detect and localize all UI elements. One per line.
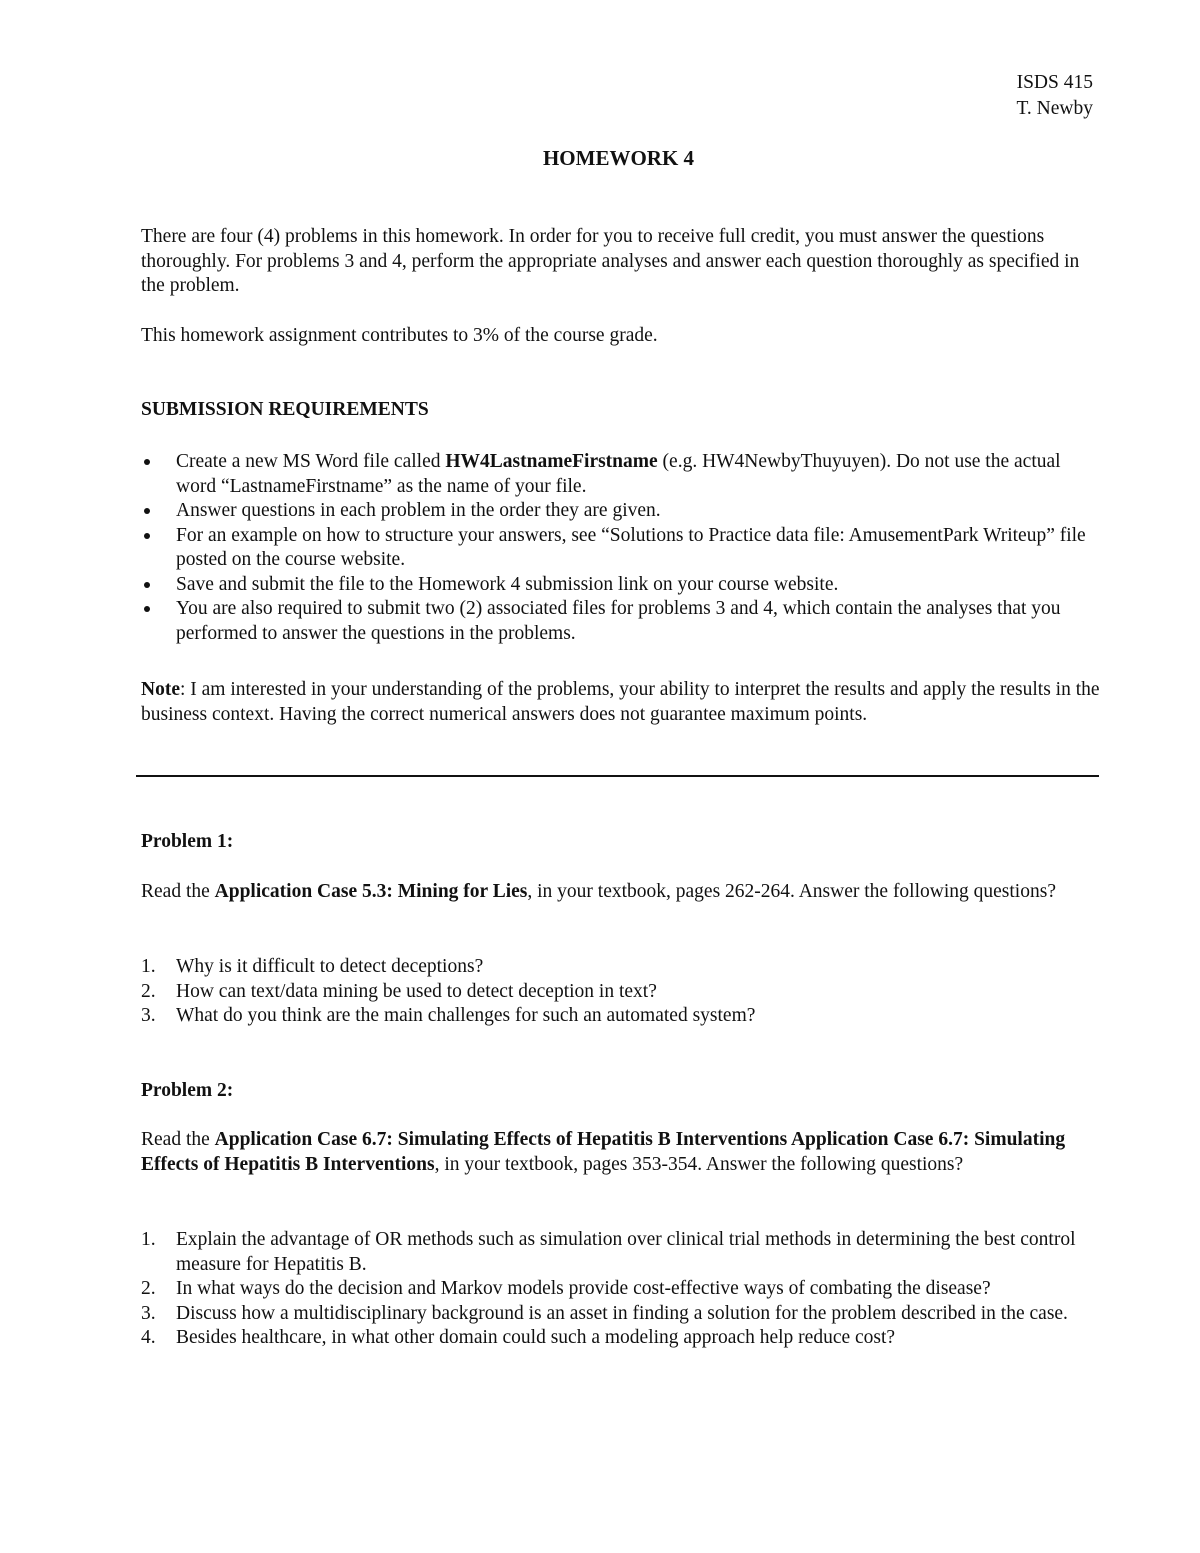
list-item: 2. How can text/data mining be used to detect deception in text? [141, 980, 657, 1002]
problem-2-questions [141, 1228, 1101, 1351]
list-item: You are also required to submit two (2) associated files for problems 3 and 4, which contain the analyses that you performed to answer the questions in the problems. [141, 597, 1101, 646]
note-paragraph: Note: I am interested in your understanding of the problems, your ability to interpret the results and apply the results in the business context. Having the correct numerical answers does not guarantee maximum points. [141, 679, 1100, 725]
problem-2-heading: Problem 2: [141, 1080, 234, 1101]
list-item: 4. Besides healthcare, in what other domain could such a modeling approach help reduce cost? [141, 1327, 896, 1348]
case-title: Application Case 5.3: Mining for Lies [214, 881, 528, 902]
list-item: 1. Why is it difficult to detect deceptions? [141, 956, 484, 977]
submission-requirements-list [141, 450, 1101, 646]
section-divider [136, 775, 1099, 777]
bullet-icon [144, 606, 150, 612]
list-item: Save and submit the file to the Homework 4 submission link on your course website. [141, 573, 1101, 598]
bullet-icon [144, 533, 150, 539]
instructor-name: T. Newby [1016, 98, 1093, 119]
bullet-icon [144, 508, 150, 514]
case-title: Application Case 6.7: Simulating Effects of Hepatitis B Interventions Application Case 6.7: Simulating Effects of Hepatitis B Interventions [141, 1129, 1066, 1175]
intro-paragraph-2: This homework assignment contributes to 3% of the course grade. [141, 325, 658, 346]
document-header [1016, 70, 1093, 122]
list-item: For an example on how to structure your answers, see “Solutions to Practice data file: AmusementPark Writeup” file posted on the course website. [141, 524, 1101, 573]
list-item: 2. In what ways do the decision and Markov models provide cost-effective ways of combating the disease? [141, 1278, 991, 1299]
bullet-icon [144, 459, 150, 465]
bullet-icon [144, 582, 150, 588]
submission-heading: SUBMISSION REQUIREMENTS [141, 399, 429, 420]
note-label: Note [141, 679, 180, 700]
page-title: HOMEWORK 4 [542, 146, 695, 170]
filename-format: HW4LastnameFirstname [445, 451, 658, 472]
intro-paragraph-1: There are four (4) problems in this homework. In order for you to receive full credit, you must answer the questions thoroughly. For problems 3 and 4, perform the appropriate analyses and answer each question thoroughly as specified in the problem. [141, 226, 1080, 296]
list-item: 3. Discuss how a multidisciplinary background is an asset in finding a solution for the problem described in the case. [141, 1302, 1068, 1324]
list-item: Create a new MS Word file called HW4LastnameFirstname (e.g. HW4NewbyThuyuyen). Do not use the actual word “LastnameFirstname” as the name of your file. [141, 450, 1101, 499]
list-item: Answer questions in each problem in the order they are given. [141, 499, 1101, 524]
problem-2-instructions: Read the Application Case 6.7: Simulating Effects of Hepatitis B Interventions Application Case 6.7: Simulating Effects of Hepatitis B Interventions, in your textbook, pages 353-354. Answer the following questions? [141, 1129, 1066, 1175]
problem-1-heading: Problem 1: [141, 831, 234, 852]
problem-1-questions [141, 955, 1101, 1029]
list-item: 1. Explain the advantage of OR methods such as simulation over clinical trial methods in determining the best control measure for Hepatitis B. [141, 1229, 1076, 1275]
list-item: 3. What do you think are the main challenges for such an automated system? [141, 1005, 756, 1026]
course-code: ISDS 415 [1016, 72, 1093, 93]
problem-1-instructions: Read the Application Case 5.3: Mining for Lies, in your textbook, pages 262-264. Answer the following questions? [141, 881, 1056, 902]
